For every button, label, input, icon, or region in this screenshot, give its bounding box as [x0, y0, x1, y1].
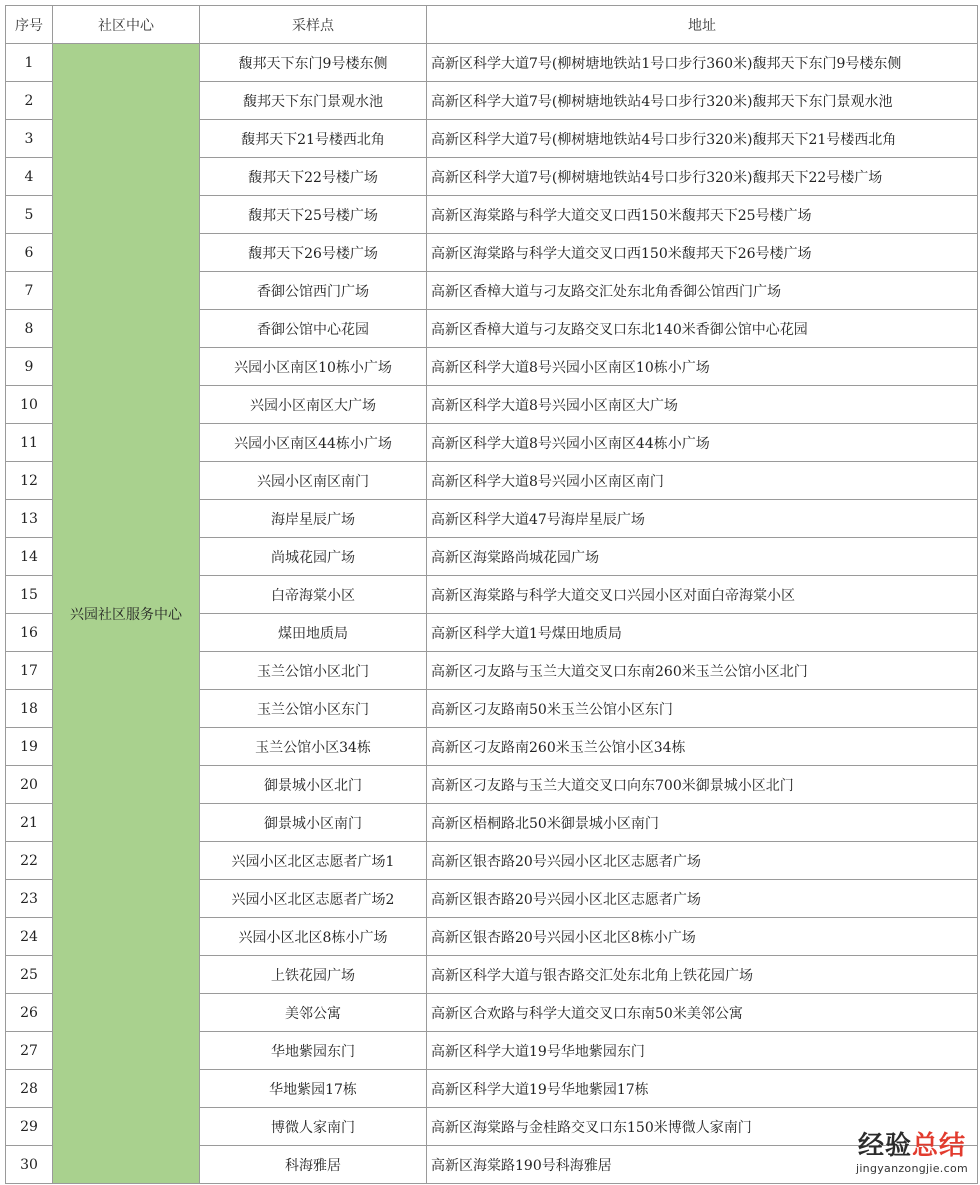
cell-address: 高新区香樟大道与刁友路交叉口东北140米香御公馆中心花园: [427, 310, 978, 348]
cell-seq: 27: [6, 1032, 53, 1070]
header-address: 地址: [427, 6, 978, 44]
cell-address: 高新区科学大道47号海岸星辰广场: [427, 500, 978, 538]
cell-seq: 5: [6, 196, 53, 234]
cell-seq: 4: [6, 158, 53, 196]
watermark-logo: [856, 1125, 968, 1175]
cell-address: 高新区科学大道19号华地紫园东门: [427, 1032, 978, 1070]
cell-sampling-point: 兴园小区南区44栋小广场: [200, 424, 427, 462]
cell-seq: 28: [6, 1070, 53, 1108]
cell-seq: 23: [6, 880, 53, 918]
cell-seq: 18: [6, 690, 53, 728]
cell-address: 高新区科学大道与银杏路交汇处东北角上铁花园广场: [427, 956, 978, 994]
cell-sampling-point: 御景城小区北门: [200, 766, 427, 804]
cell-sampling-point: 兴园小区南区10栋小广场: [200, 348, 427, 386]
cell-sampling-point: 兴园小区北区志愿者广场1: [200, 842, 427, 880]
cell-seq: 26: [6, 994, 53, 1032]
cell-address: 高新区海棠路与科学大道交叉口西150米馥邦天下26号楼广场: [427, 234, 978, 272]
cell-address: 高新区海棠路与科学大道交叉口西150米馥邦天下25号楼广场: [427, 196, 978, 234]
cell-address: 高新区科学大道8号兴园小区南区大广场: [427, 386, 978, 424]
cell-sampling-point: 美邻公寓: [200, 994, 427, 1032]
cell-seq: 15: [6, 576, 53, 614]
cell-seq: 11: [6, 424, 53, 462]
watermark-text-1: 经验: [857, 1131, 912, 1161]
cell-sampling-point: 科海雅居: [200, 1146, 427, 1184]
cell-address: 高新区银杏路20号兴园小区北区志愿者广场: [427, 880, 978, 918]
cell-seq: 21: [6, 804, 53, 842]
cell-seq: 9: [6, 348, 53, 386]
cell-address: 高新区刁友路南260米玉兰公馆小区34栋: [427, 728, 978, 766]
cell-address: 高新区科学大道7号(柳树塘地铁站4号口步行320米)馥邦天下东门景观水池: [427, 82, 978, 120]
cell-address: 高新区刁友路与玉兰大道交叉口向东700米御景城小区北门: [427, 766, 978, 804]
cell-address: 高新区科学大道7号(柳树塘地铁站4号口步行320米)馥邦天下22号楼广场: [427, 158, 978, 196]
cell-sampling-point: 香御公馆西门广场: [200, 272, 427, 310]
cell-address: 高新区海棠路190号科海雅居: [427, 1146, 978, 1184]
cell-address: 高新区合欢路与科学大道交叉口东南50米美邻公寓: [427, 994, 978, 1032]
cell-sampling-point: 御景城小区南门: [200, 804, 427, 842]
cell-address: 高新区刁友路南50米玉兰公馆小区东门: [427, 690, 978, 728]
table-row: [6, 44, 978, 82]
cell-sampling-point: 馥邦天下22号楼广场: [200, 158, 427, 196]
cell-seq: 13: [6, 500, 53, 538]
cell-seq: 29: [6, 1108, 53, 1146]
cell-community-center: 兴园社区服务中心: [53, 44, 200, 1184]
cell-seq: 8: [6, 310, 53, 348]
cell-address: 高新区银杏路20号兴园小区北区志愿者广场: [427, 842, 978, 880]
table-header-row: [6, 6, 978, 44]
header-center: 社区中心: [53, 6, 200, 44]
cell-seq: 7: [6, 272, 53, 310]
cell-seq: 10: [6, 386, 53, 424]
cell-seq: 19: [6, 728, 53, 766]
cell-address: 高新区刁友路与玉兰大道交叉口东南260米玉兰公馆小区北门: [427, 652, 978, 690]
cell-sampling-point: 华地紫园17栋: [200, 1070, 427, 1108]
cell-sampling-point: 煤田地质局: [200, 614, 427, 652]
cell-address: 高新区科学大道8号兴园小区南区44栋小广场: [427, 424, 978, 462]
cell-address: 高新区科学大道8号兴园小区南区南门: [427, 462, 978, 500]
watermark-text-2: 总结: [911, 1131, 966, 1161]
cell-sampling-point: 兴园小区北区志愿者广场2: [200, 880, 427, 918]
cell-seq: 12: [6, 462, 53, 500]
cell-seq: 3: [6, 120, 53, 158]
cell-address: 高新区银杏路20号兴园小区北区8栋小广场: [427, 918, 978, 956]
cell-address: 高新区科学大道7号(柳树塘地铁站4号口步行320米)馥邦天下21号楼西北角: [427, 120, 978, 158]
cell-seq: 16: [6, 614, 53, 652]
cell-seq: 24: [6, 918, 53, 956]
header-seq: 序号: [6, 6, 53, 44]
table-body: [6, 44, 978, 1184]
cell-address: 高新区科学大道19号华地紫园17栋: [427, 1070, 978, 1108]
cell-sampling-point: 上铁花园广场: [200, 956, 427, 994]
cell-seq: 17: [6, 652, 53, 690]
cell-address: 高新区梧桐路北50米御景城小区南门: [427, 804, 978, 842]
cell-address: 高新区海棠路尚城花园广场: [427, 538, 978, 576]
cell-sampling-point: 博微人家南门: [200, 1108, 427, 1146]
cell-sampling-point: 兴园小区北区8栋小广场: [200, 918, 427, 956]
sampling-points-table: [5, 5, 978, 1184]
cell-sampling-point: 白帝海棠小区: [200, 576, 427, 614]
cell-sampling-point: 兴园小区南区大广场: [200, 386, 427, 424]
cell-address: 高新区海棠路与科学大道交叉口兴园小区对面白帝海棠小区: [427, 576, 978, 614]
cell-sampling-point: 香御公馆中心花园: [200, 310, 427, 348]
cell-address: 高新区海棠路与金桂路交叉口东150米博微人家南门: [427, 1108, 978, 1146]
cell-seq: 22: [6, 842, 53, 880]
cell-seq: 2: [6, 82, 53, 120]
cell-sampling-point: 馥邦天下25号楼广场: [200, 196, 427, 234]
cell-seq: 30: [6, 1146, 53, 1184]
cell-seq: 20: [6, 766, 53, 804]
cell-seq: 6: [6, 234, 53, 272]
cell-sampling-point: 馥邦天下21号楼西北角: [200, 120, 427, 158]
watermark-url: jingyanzongjie.com: [855, 1162, 968, 1175]
cell-sampling-point: 馥邦天下东门景观水池: [200, 82, 427, 120]
cell-seq: 14: [6, 538, 53, 576]
cell-sampling-point: 尚城花园广场: [200, 538, 427, 576]
cell-sampling-point: 华地紫园东门: [200, 1032, 427, 1070]
cell-address: 高新区香樟大道与刁友路交汇处东北角香御公馆西门广场: [427, 272, 978, 310]
cell-address: 高新区科学大道7号(柳树塘地铁站1号口步行360米)馥邦天下东门9号楼东侧: [427, 44, 978, 82]
cell-sampling-point: 玉兰公馆小区北门: [200, 652, 427, 690]
header-point: 采样点: [200, 6, 427, 44]
cell-sampling-point: 兴园小区南区南门: [200, 462, 427, 500]
cell-sampling-point: 玉兰公馆小区东门: [200, 690, 427, 728]
cell-sampling-point: 馥邦天下26号楼广场: [200, 234, 427, 272]
cell-sampling-point: 馥邦天下东门9号楼东侧: [200, 44, 427, 82]
cell-sampling-point: 海岸星辰广场: [200, 500, 427, 538]
cell-address: 高新区科学大道1号煤田地质局: [427, 614, 978, 652]
cell-sampling-point: 玉兰公馆小区34栋: [200, 728, 427, 766]
cell-address: 高新区科学大道8号兴园小区南区10栋小广场: [427, 348, 978, 386]
cell-seq: 25: [6, 956, 53, 994]
cell-seq: 1: [6, 44, 53, 82]
